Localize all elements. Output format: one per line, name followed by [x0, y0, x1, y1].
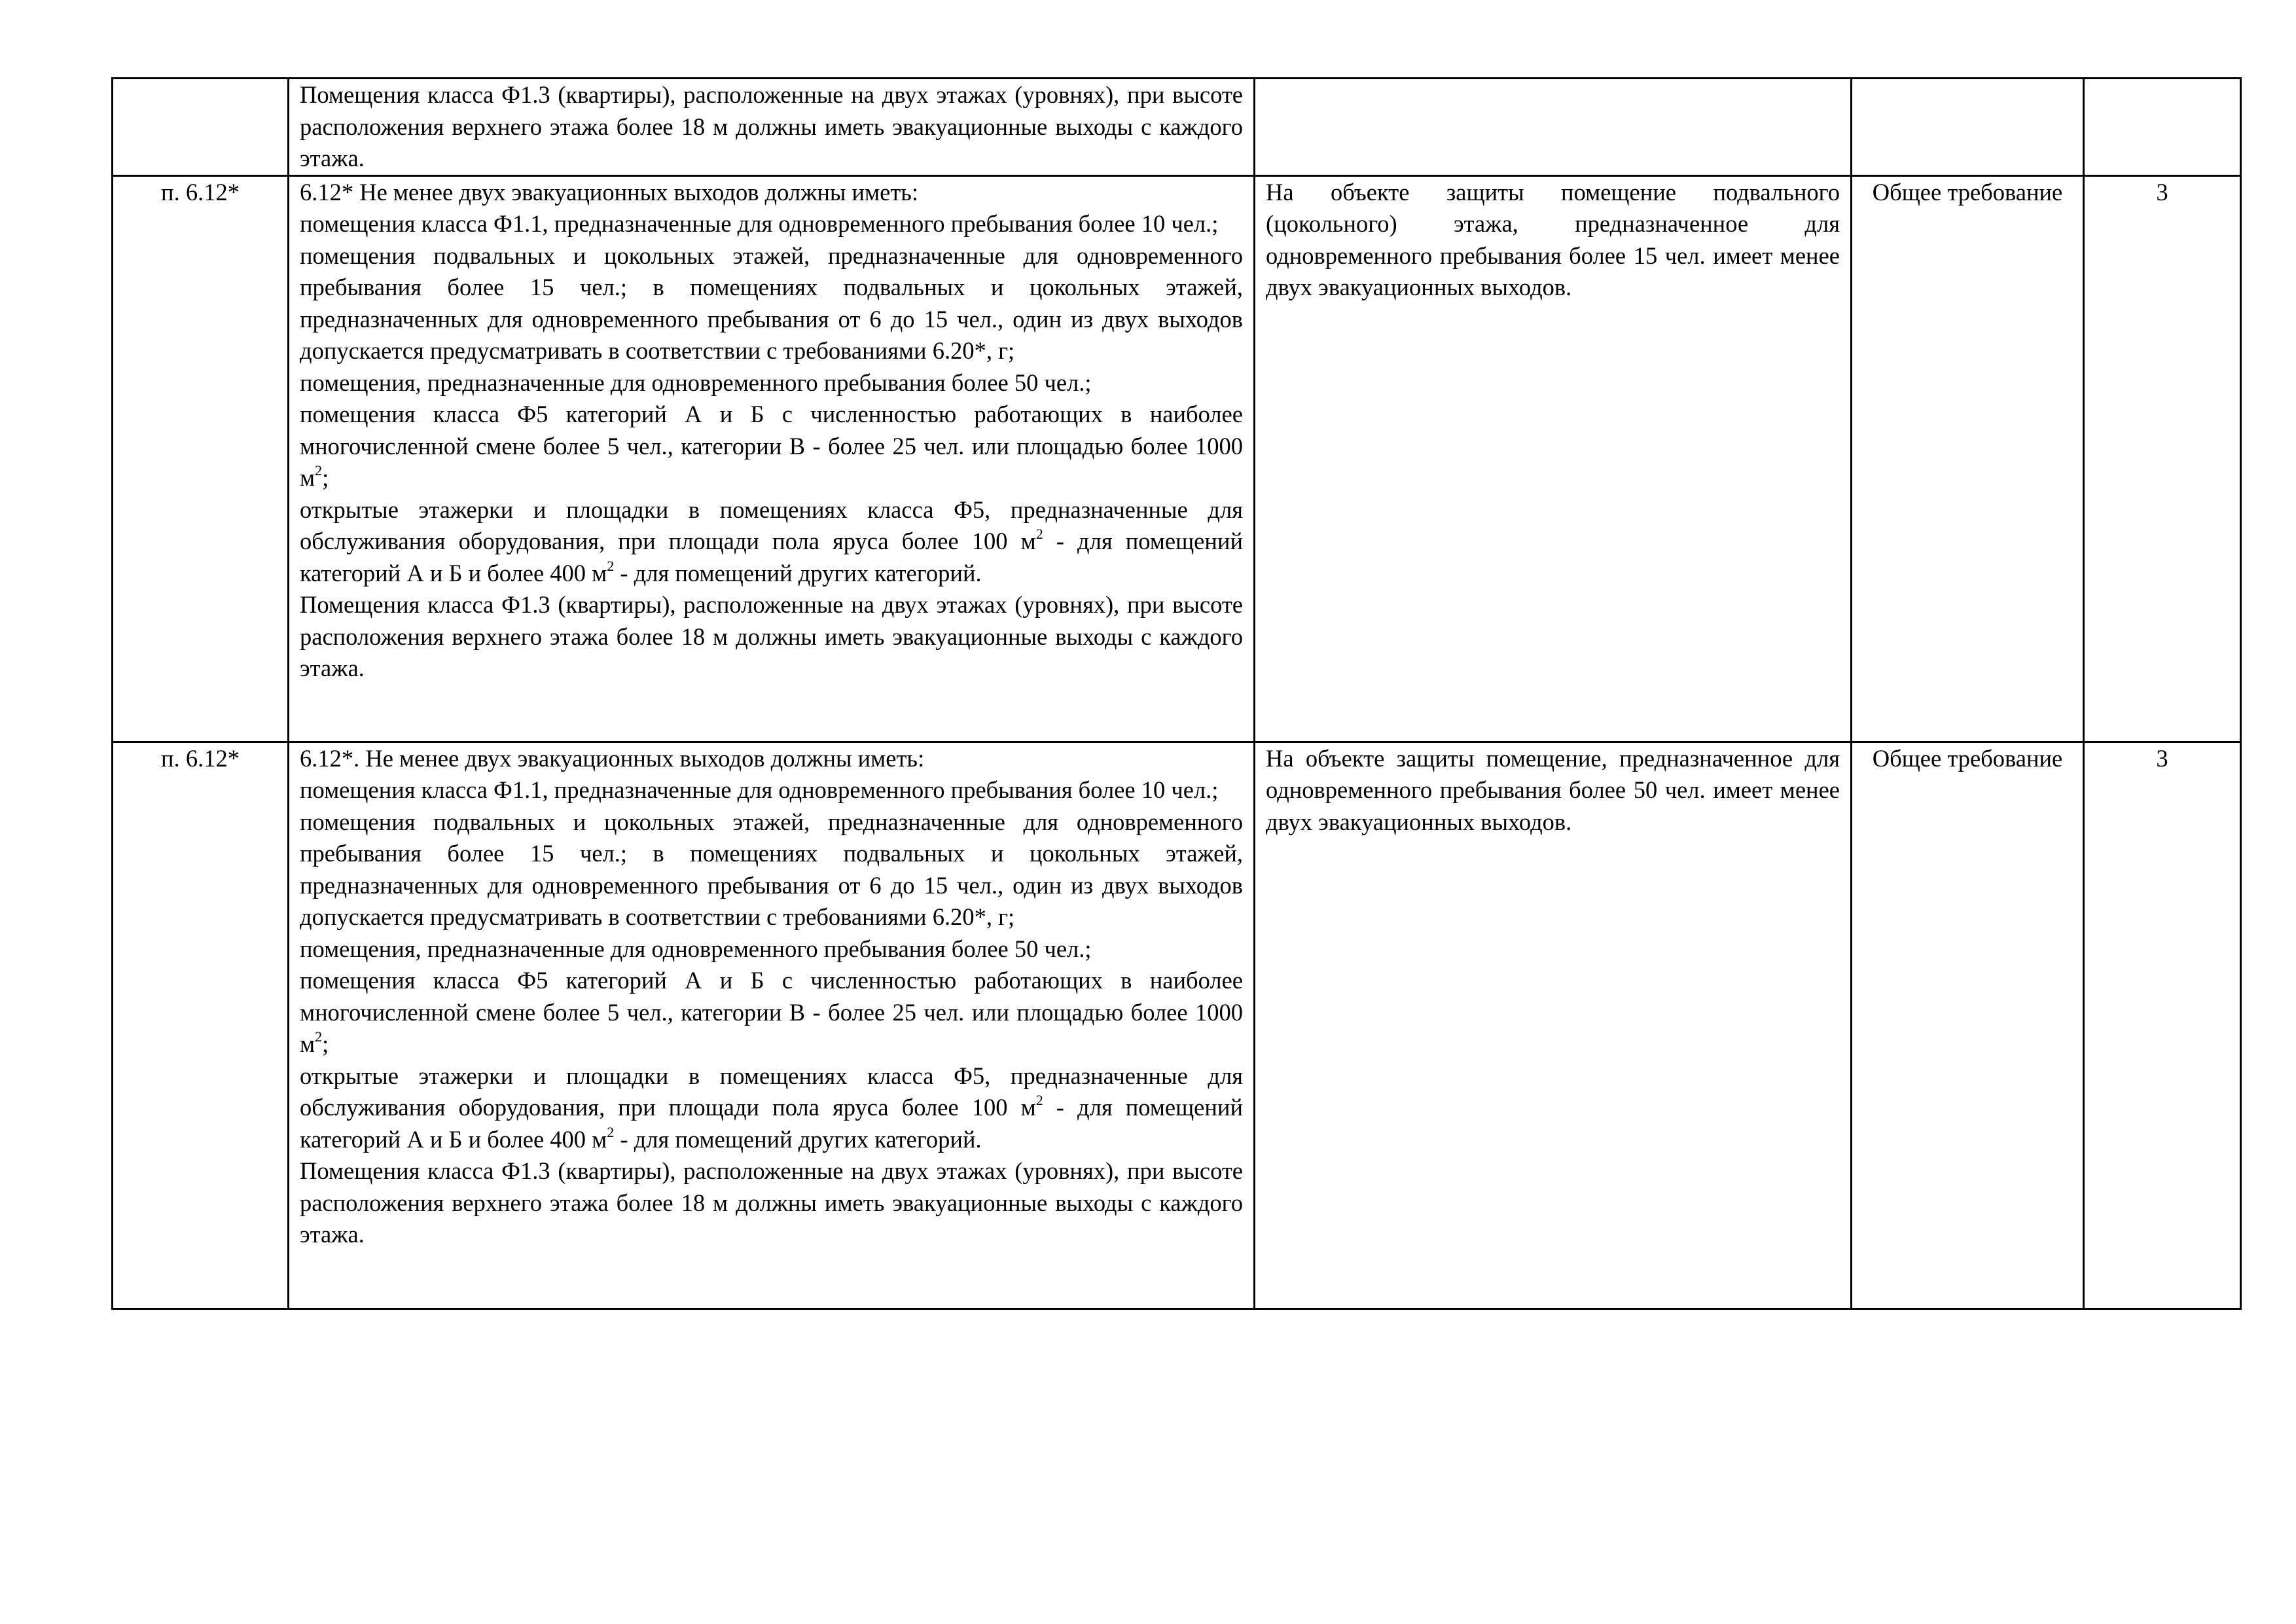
requirement-paragraph: помещения, предназначенные для одновременного пребывания более 50 чел.;	[300, 935, 1092, 962]
requirement-paragraph: помещения класса Ф1.1, предназначенные для одновременного пребывания более 10 чел.;	[300, 776, 1219, 803]
code-cell: 3	[2084, 742, 2241, 1308]
superscript: 2	[315, 462, 323, 478]
code-cell: 3	[2084, 175, 2241, 742]
requirement-cell	[289, 742, 1255, 1308]
requirement-cell	[289, 175, 1255, 742]
requirement-paragraph: помещения подвальных и цокольных этажей, предназначенные для одновременного пребывания более 15 чел.; в помещениях подвальных и цокольных этажей, предназначенных для одновременного пребывания от 6 до 15 чел., один из двух выходов допускается предусматривать в соответствии с требованиями 6.20*, г;	[300, 242, 1243, 364]
clause-cell	[113, 79, 289, 176]
superscript: 2	[315, 1028, 323, 1045]
requirement-paragraph: 6.12* Не менее двух эвакуационных выходов должны иметь:	[300, 178, 919, 206]
requirement-paragraph: помещения подвальных и цокольных этажей, предназначенные для одновременного пребывания более 15 чел.; в помещениях подвальных и цокольных этажей, предназначенных для одновременного пребывания от 6 до 15 чел., один из двух выходов допускается предусматривать в соответствии с требованиями 6.20*, г;	[300, 808, 1243, 930]
category-cell: Общее требование	[1852, 742, 2084, 1308]
violation-text: На объекте защиты помещение подвального (цокольного) этажа, предназначенное для одновременного пребывания более 15 чел. имеет менее двух эвакуационных выходов.	[1266, 178, 1840, 300]
requirement-paragraph: Помещения класса Ф1.3 (квартиры), расположенные на двух этажах (уровнях), при высоте расположения верхнего этажа более 18 м должны иметь эвакуационные выходы с каждого этажа.	[300, 81, 1243, 171]
requirement-text: открытые этажерки и площадки в помещениях класса Ф5, предназначенные для обслуживания оборудования, при площади пола яруса более 100 м	[300, 1062, 1243, 1121]
table-row	[113, 742, 2241, 1308]
requirement-paragraph	[300, 965, 1243, 1060]
requirement-text: помещения класса Ф5 категорий А и Б с численностью работающих в наиболее многочисленной смене более 5 чел., категории В - более 25 чел. или площадью более 1000 м	[300, 401, 1243, 491]
clause-cell: п. 6.12*	[113, 742, 289, 1308]
superscript: 2	[1035, 526, 1043, 542]
clause-cell: п. 6.12*	[113, 175, 289, 742]
requirement-text: - для помещений других категорий.	[614, 1125, 982, 1153]
requirement-text: - для помещений других категорий.	[614, 559, 982, 586]
requirement-paragraph: Помещения класса Ф1.3 (квартиры), расположенные на двух этажах (уровнях), при высоте расположения верхнего этажа более 18 м должны иметь эвакуационные выходы с каждого этажа.	[300, 1157, 1243, 1248]
requirement-text: ;	[322, 464, 329, 491]
requirement-paragraph: Помещения класса Ф1.3 (квартиры), расположенные на двух этажах (уровнях), при высоте расположения верхнего этажа более 18 м должны иметь эвакуационные выходы с каждого этажа.	[300, 591, 1243, 681]
requirement-paragraph: помещения класса Ф1.1, предназначенные для одновременного пребывания более 10 чел.;	[300, 210, 1219, 237]
requirement-paragraph	[300, 1060, 1243, 1156]
superscript: 2	[607, 1123, 615, 1140]
requirement-text: - для помещений категорий А и Б и более 400 м	[300, 1094, 1243, 1153]
requirements-table	[111, 77, 2242, 1310]
requirement-text: открытые этажерки и площадки в помещениях класса Ф5, предназначенные для обслуживания оборудования, при площади пола яруса более 100 м	[300, 496, 1243, 554]
requirement-text: помещения класса Ф5 категорий А и Б с численностью работающих в наиболее многочисленной смене более 5 чел., категории В - более 25 чел. или площадью более 1000 м	[300, 967, 1243, 1057]
requirement-paragraph	[300, 399, 1243, 494]
category-cell	[1852, 79, 2084, 176]
requirement-cell	[289, 79, 1255, 176]
category-cell: Общее требование	[1852, 175, 2084, 742]
requirement-text: ;	[322, 1030, 329, 1057]
table-row	[113, 175, 2241, 742]
violation-cell	[1255, 742, 1852, 1308]
code-cell	[2084, 79, 2241, 176]
requirement-paragraph	[300, 494, 1243, 590]
violation-text: На объекте защиты помещение, предназначенное для одновременного пребывания более 50 чел. имеет менее двух эвакуационных выходов.	[1266, 744, 1840, 835]
violation-cell	[1255, 175, 1852, 742]
violation-cell	[1255, 79, 1852, 176]
superscript: 2	[1035, 1092, 1043, 1108]
requirement-paragraph: помещения, предназначенные для одновременного пребывания более 50 чел.;	[300, 369, 1092, 396]
requirement-paragraph: 6.12*. Не менее двух эвакуационных выходов должны иметь:	[300, 744, 925, 772]
superscript: 2	[607, 557, 615, 574]
table-row	[113, 79, 2241, 176]
requirement-text: - для помещений категорий А и Б и более 400 м	[300, 528, 1243, 586]
